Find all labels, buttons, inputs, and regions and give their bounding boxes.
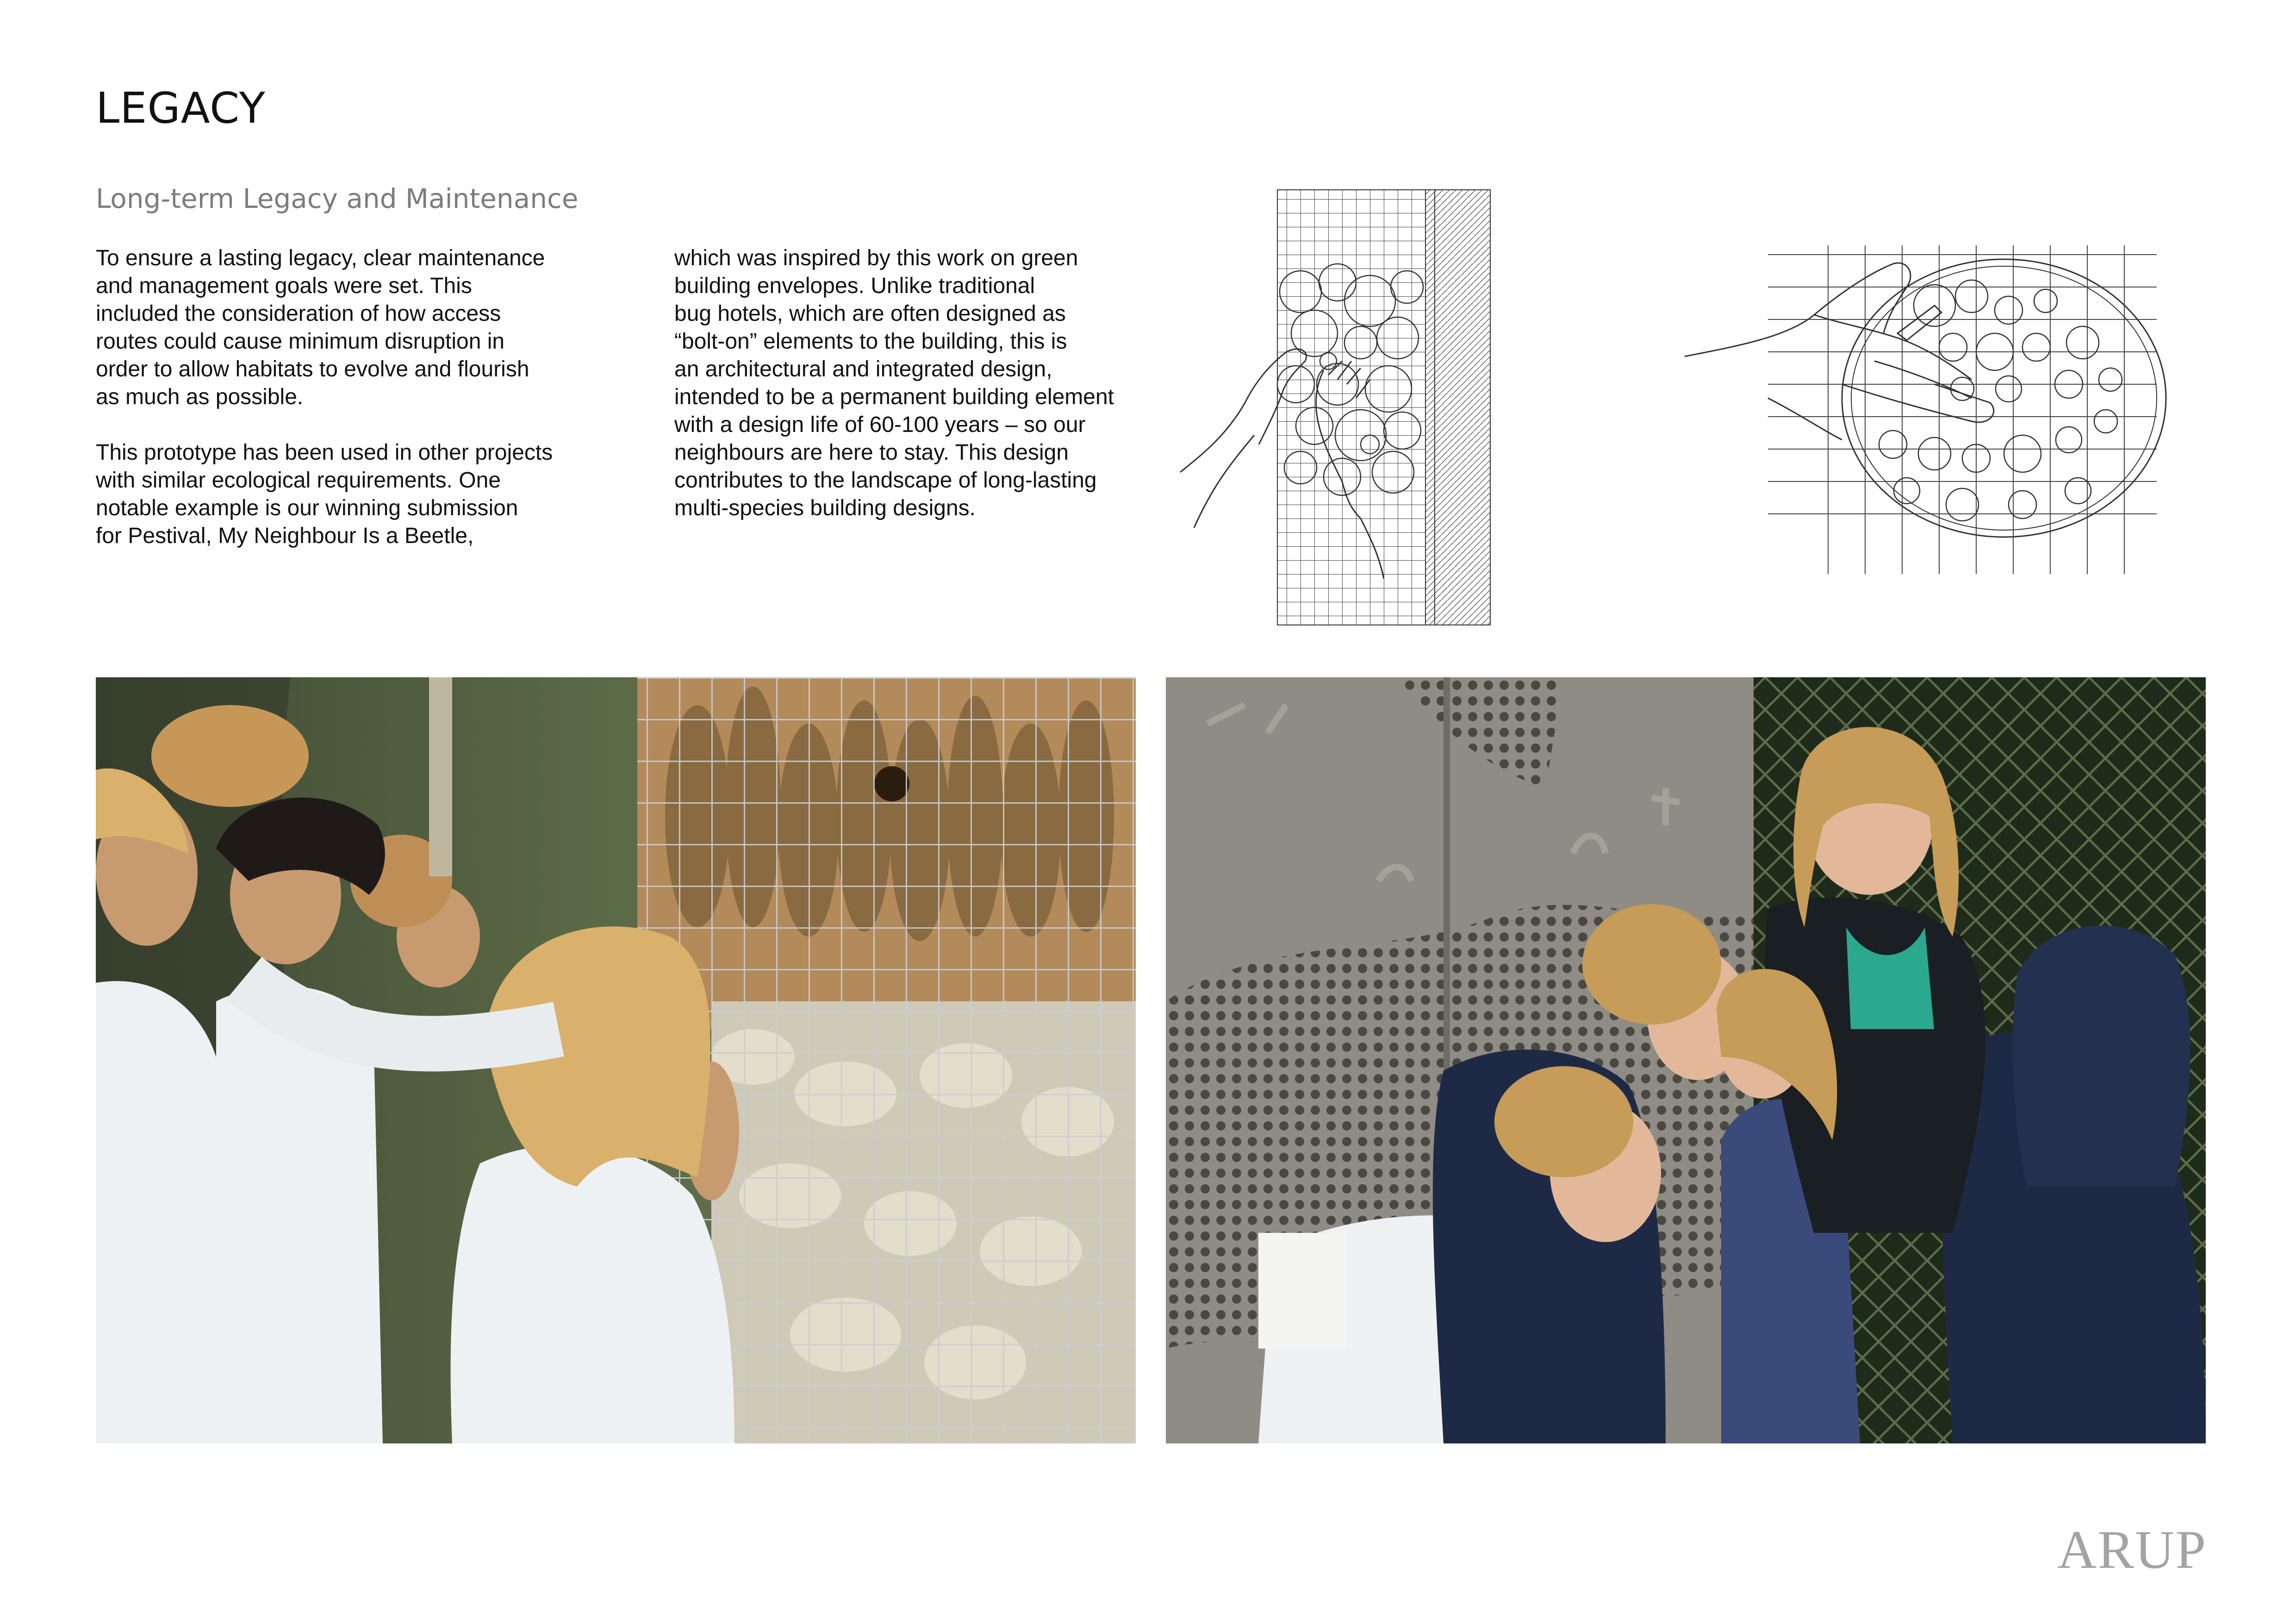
photo-children-gabion: [96, 677, 1136, 1443]
sketch-circular-habitat-icon: [1675, 245, 2184, 583]
photo-children-perforated-panel: [1166, 677, 2206, 1443]
paragraph: which was inspired by this work on green building envelopes. Unlike traditional bug hotels, which are often designed as “bolt-on” elements to the building, this is an architectural and integrated design, intended to be a permanent building element with a design life of 60-100 years – so our neighbours are here to stay. This design contributes to the landscape of long-lasting multi-species building designs.: [674, 246, 1114, 520]
section-subtitle: Long-term Legacy and Maintenance: [96, 183, 579, 214]
sketch-mesh-wall-icon: [1176, 185, 1583, 630]
paragraph: To ensure a lasting legacy, clear maintenance and management goals were set. This included the consideration of how access routes could cause minimum disruption in order to allow habitats to evolve and flourish as much as possible.: [96, 246, 545, 409]
arup-logo: ARUP: [2057, 1519, 2207, 1580]
text-column-1: [96, 244, 633, 550]
text-column-2: [674, 244, 1211, 522]
page-title: LEGACY: [96, 83, 266, 133]
paragraph: This prototype has been used in other projects with similar ecological requirements. One notable example is our winning submission for Pestival, My Neighbour Is a Beetle,: [96, 440, 553, 548]
